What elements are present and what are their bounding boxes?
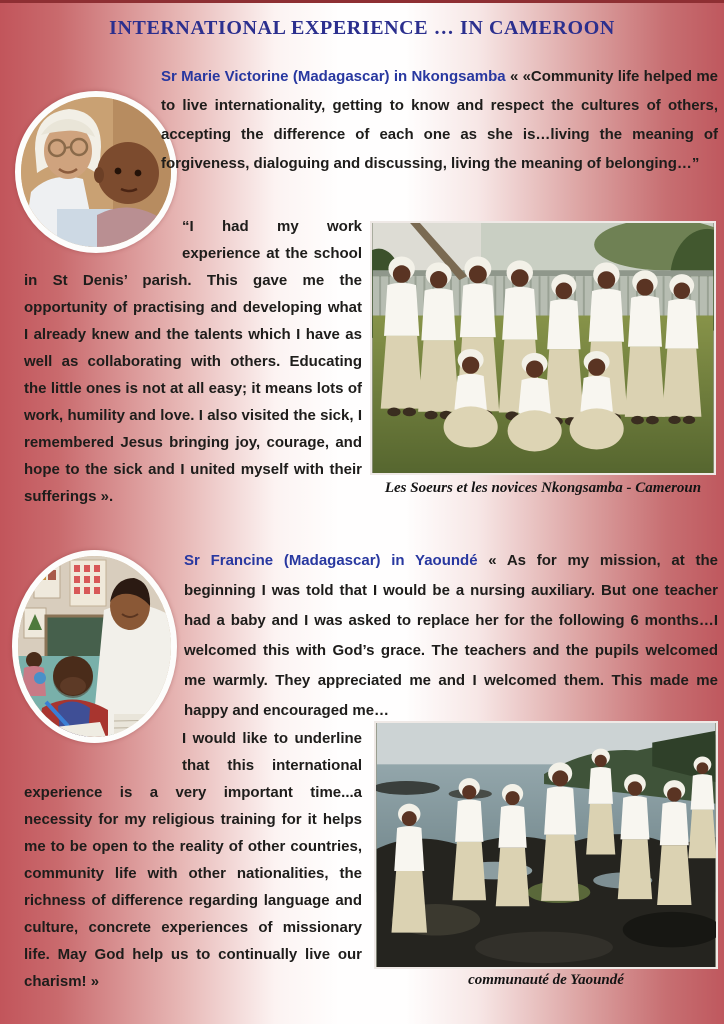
section1-heading: Sr Marie Victorine (Madagascar) in Nkongsamba <box>161 68 506 85</box>
section2-opening-quote: « As for my mission, at the beginning I was told that I would be a nursing auxiliary. But one teacher had a baby and I was asked to replace her for the following 6 months…I welcomed this with God’s grace. The teachers and the pupils welcomed me warmly. They appreciated me and I welcomed them. This made me happy and encouraged me… <box>184 552 718 719</box>
section1-work-quote: “I had my work experience at the school in St Denis’ parish. This gave me the opportunity of practising and developing what I already knew and the talents which I have as well as collaborating with others. Educating the little ones is not at all easy; it means lots of work, humility and love. I also visited the sick, I remembered Jesus bringing joy, courage, and hope to the sick and I united myself with their sufferings ». <box>24 218 362 505</box>
yaounde-community-photo <box>374 721 718 969</box>
section2-opening-paragraph <box>184 546 718 726</box>
classroom-illustration <box>18 556 171 737</box>
yaounde-seaside-illustration <box>376 723 716 967</box>
photo1-caption: Les Soeurs et les novices Nkongsamba - Cameroun <box>384 480 702 496</box>
text-wrap-spacer <box>24 213 182 267</box>
kneeling-sisters <box>444 349 624 451</box>
classroom-photo <box>12 550 177 743</box>
section2-heading: Sr Francine (Madagascar) in Yaoundé <box>184 552 478 569</box>
section2-underline-quote: I would like to underline that this international experience is a very important time...a necessity for my religious training for it helps me to be open to the reality of other countries, community life with other nationalities, the richness of difference regarding language and culture, concrete experiences of missionary life. May God help us to continually live our charism! » <box>24 730 362 990</box>
section1-opening-quote: « «Community life helped me to live internationality, getting to know and respect the cultures of others, accepting the difference of each one as she is…living the meaning of forgiveness, dialoguing and discussing, living the meaning of belonging…” <box>161 68 718 172</box>
photo2-caption: communauté de Yaoundé <box>468 972 624 988</box>
nkongsamba-group-illustration <box>372 223 714 473</box>
text-wrap-spacer <box>24 725 182 779</box>
section1-opening-paragraph <box>161 62 718 178</box>
sisters-novices-group-photo <box>370 221 716 475</box>
section1-work-paragraph <box>24 213 362 510</box>
page-title: INTERNATIONAL EXPERIENCE … IN CAMEROON <box>109 17 615 39</box>
section2-underline-paragraph <box>24 725 362 995</box>
